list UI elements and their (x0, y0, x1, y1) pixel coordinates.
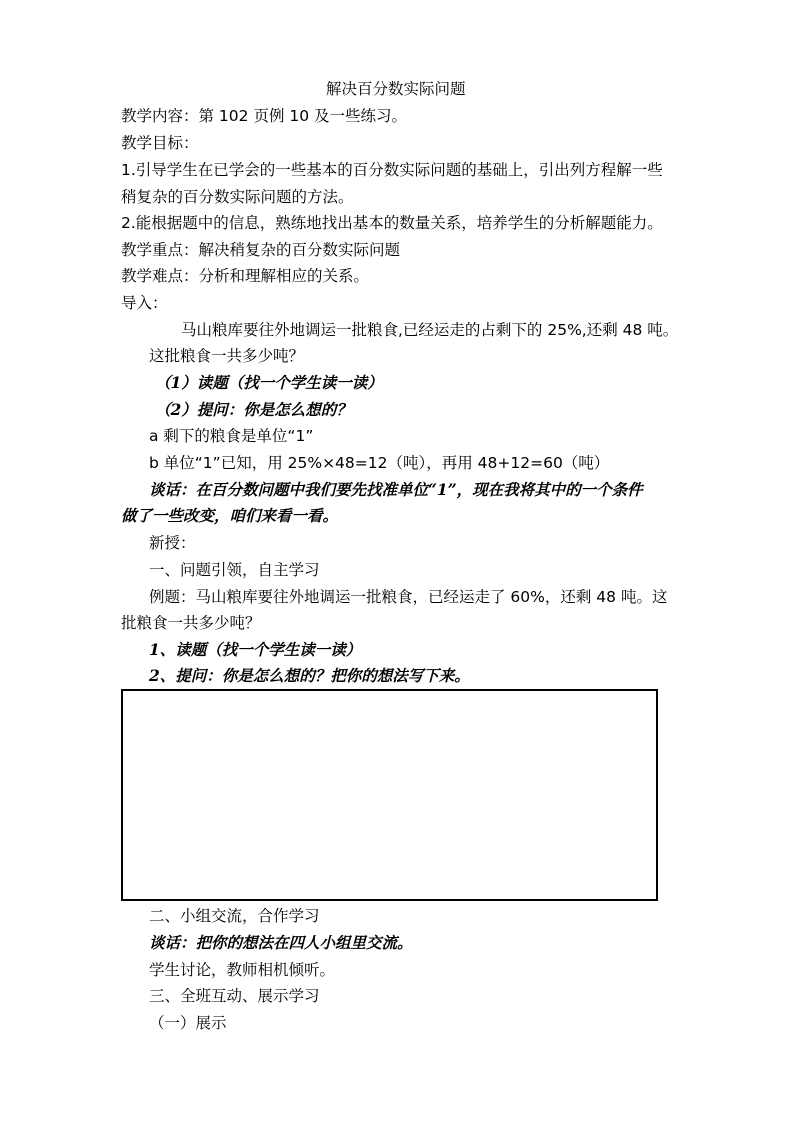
page-title: 解决百分数实际问题 (326, 80, 466, 98)
section-2-heading: 二、小组交流，合作学习 (149, 907, 320, 925)
intro-heading: 导入： (121, 294, 168, 312)
goal-1-line-1: 1.引导学生在已学会的一些基本的百分数实际问题的基础上，引出列方程解一些 (121, 161, 663, 179)
goal-1-line-2: 稍复杂的百分数实际问题的方法。 (121, 188, 354, 206)
new-lesson-heading: 新授： (149, 534, 196, 552)
example-line-2: 批粮食一共多少吨？ (121, 614, 261, 632)
example-line-1: 例题：马山粮库要往外地调运一批粮食，已经运走了 60%，还剩 48 吨。这 (149, 588, 668, 606)
intro-step-2: （2）提问：你是怎么想的？ (155, 400, 352, 419)
intro-step-1: （1）读题（找一个学生读一读） (155, 373, 383, 392)
answer-box[interactable] (121, 689, 658, 901)
intro-problem-line-2: 这批粮食一共多少吨？ (149, 347, 305, 365)
intro-problem-line-1: 马山粮库要往外地调运一批粮食,已经运走的占剩下的 25%,还剩 48 吨。 (181, 321, 679, 339)
difficulty: 教学难点：分析和理解相应的关系。 (121, 267, 370, 285)
talk-2: 谈话：把你的想法在四人小组里交流。 (149, 933, 413, 952)
section-1-heading: 一、问题引领，自主学习 (149, 561, 320, 579)
goal-2: 2.能根据题中的信息，熟练地找出基本的数量关系，培养学生的分析解题能力。 (121, 214, 663, 232)
goals-heading: 教学目标： (121, 134, 199, 152)
talk-1-line-2: 做了一些改变，咱们来看一看。 (121, 506, 339, 525)
show-heading: （一）展示 (149, 1014, 227, 1032)
example-step-1: 1、读题（找一个学生读一读） (149, 640, 362, 659)
key-point: 教学重点：解决稍复杂的百分数实际问题 (121, 241, 401, 259)
talk-1-line-1: 谈话：在百分数问题中我们要先找准单位“1”，现在我将其中的一个条件 (149, 480, 643, 499)
teaching-content: 教学内容：第 102 页例 10 及一些练习。 (121, 107, 408, 125)
section-3-heading: 三、全班互动、展示学习 (149, 987, 320, 1005)
intro-point-a: a 剩下的粮食是单位“1” (149, 427, 314, 445)
discussion-note: 学生讨论，教师相机倾听。 (149, 961, 336, 979)
intro-point-b: b 单位“1”已知，用 25%×48=12（吨），再用 48+12=60（吨） (149, 454, 610, 472)
example-step-2: 2、提问：你是怎么想的？把你的想法写下来。 (149, 666, 470, 685)
